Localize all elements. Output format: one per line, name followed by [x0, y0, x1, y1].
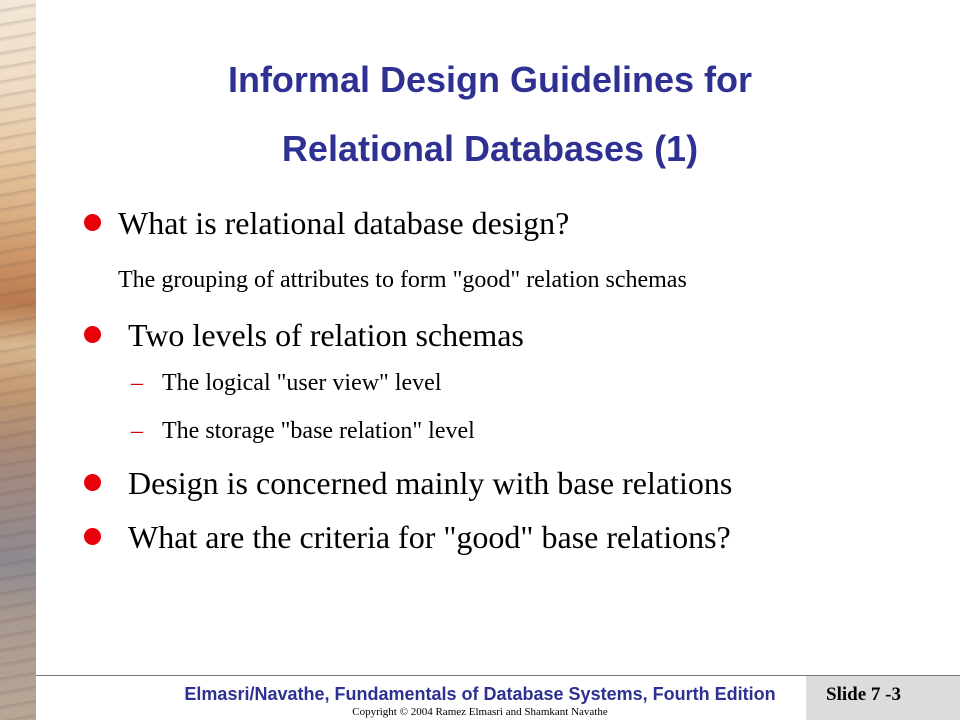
bullet-text-2: Two levels of relation schemas — [128, 317, 524, 353]
dash-marker: – — [131, 418, 143, 444]
footer-copyright: Copyright © 2004 Ramez Elmasri and Shamkant Navathe — [352, 706, 608, 718]
decorative-sand-strip — [0, 0, 36, 720]
footer-book-title: Elmasri/Navathe, Fundamentals of Database Systems, Fourth Edition — [184, 684, 776, 704]
slide-title-line-1: Informal Design Guidelines for — [227, 59, 753, 100]
bullet-text-3: Design is concerned mainly with base relations — [128, 465, 733, 501]
bullet-subtext-1: The grouping of attributes to form "good" relation schemas — [118, 267, 687, 293]
bullet-icon — [84, 214, 101, 231]
slide-title-line-2: Relational Databases (1) — [281, 128, 699, 169]
bullet-icon — [84, 528, 101, 545]
bullet-text-4: What are the criteria for "good" base relations? — [128, 519, 731, 555]
dash-item-2: The storage "base relation" level — [162, 418, 475, 444]
bullet-icon — [84, 326, 101, 343]
dash-item-1: The logical "user view" level — [162, 370, 442, 396]
slide-number: Slide 7 -3 — [826, 684, 901, 705]
dash-marker: – — [131, 370, 143, 396]
bullet-text-1: What is relational database design? — [118, 205, 570, 241]
bullet-icon — [84, 474, 101, 491]
